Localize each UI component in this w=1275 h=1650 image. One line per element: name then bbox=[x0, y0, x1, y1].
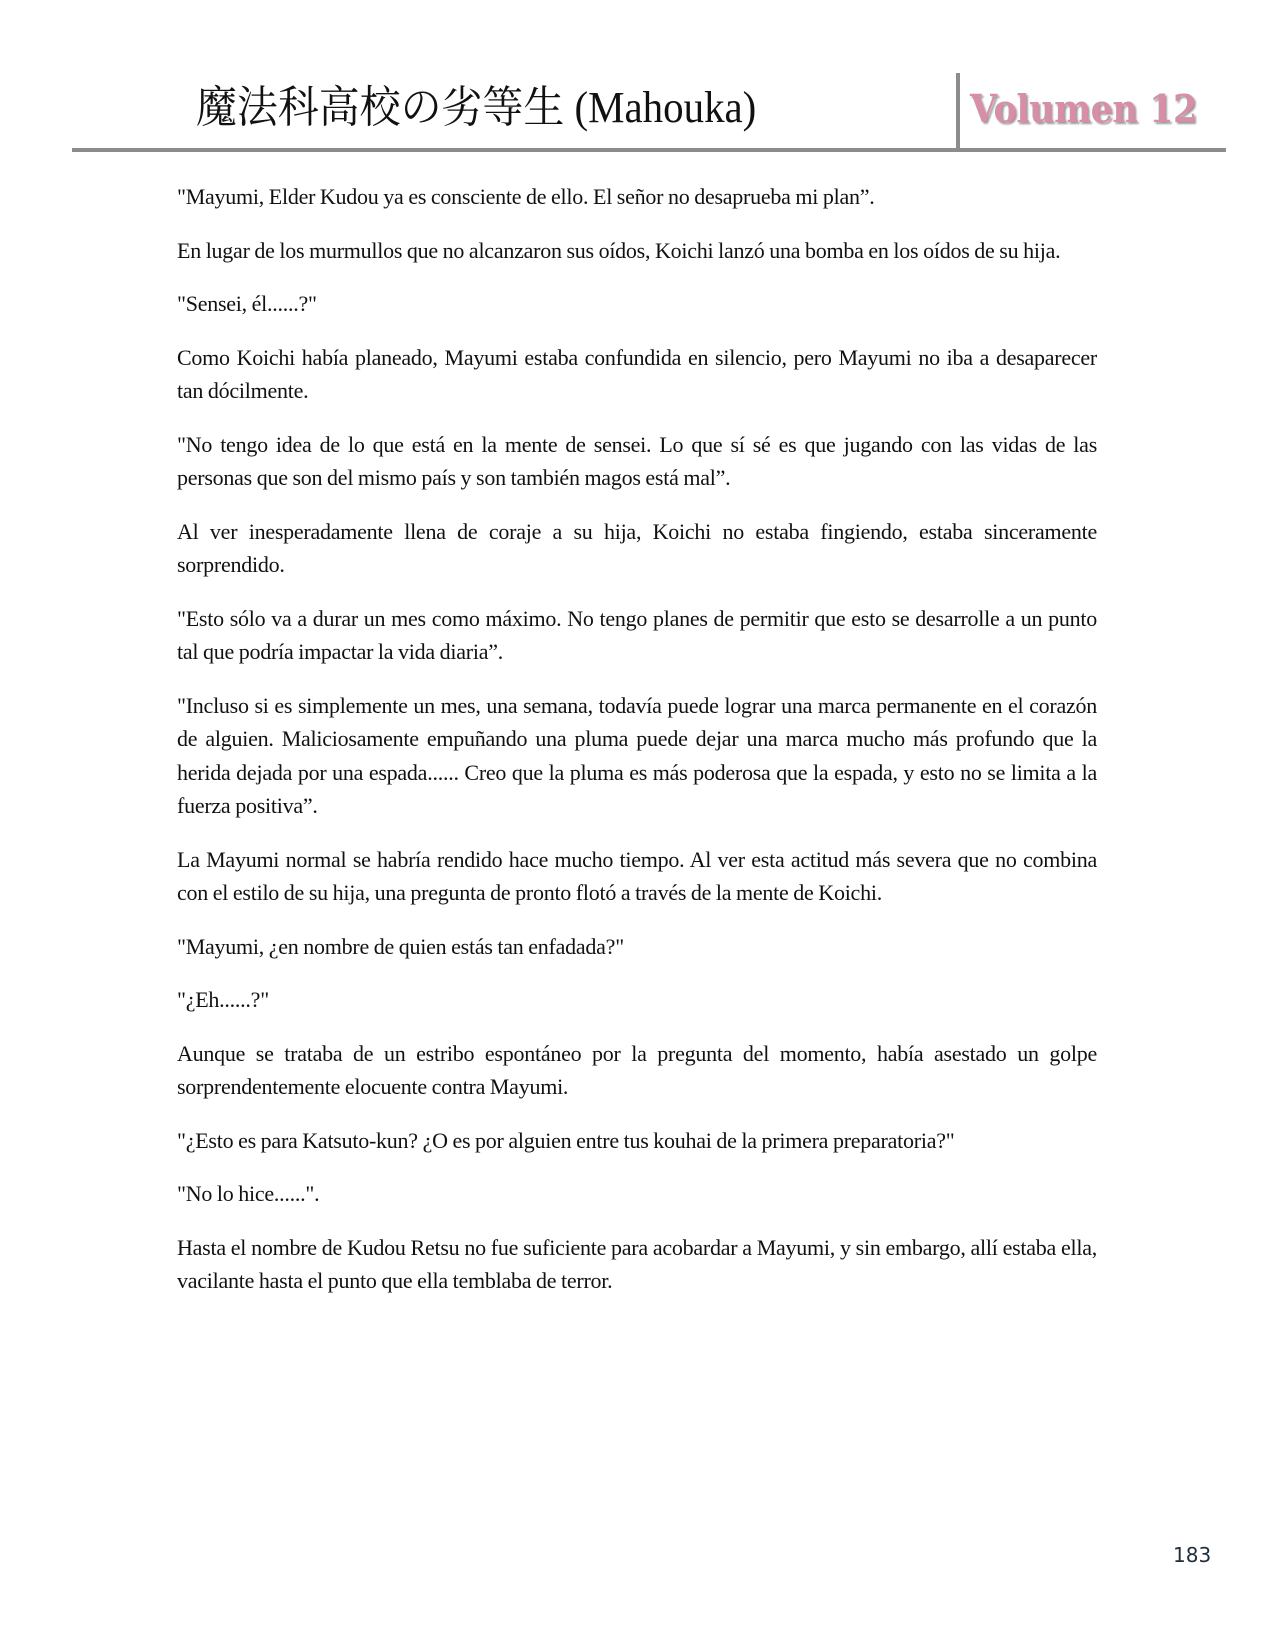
paragraph: "¿Eh......?" bbox=[177, 987, 269, 1012]
paragraph: "Mayumi, ¿en nombre de quien estás tan enfadada?" bbox=[177, 933, 624, 959]
volume-label: Volumen 12 bbox=[970, 86, 1197, 131]
body-text bbox=[177, 180, 1097, 1318]
book-title: 魔法科高校の劣等生 (Mahouka) bbox=[196, 83, 757, 132]
paragraph: En lugar de los murmullos que no alcanzaron sus oídos, Koichi lanzó una bomba en los oídos de su hija. bbox=[177, 237, 1061, 263]
paragraph: La Mayumi normal se habría rendido hace mucho tiempo. Al ver esta actitud más severa que no combina con el estilo de su hija, una pregunta de pronto flotó a través de la mente de Koichi. bbox=[177, 846, 1097, 905]
paragraph: Hasta el nombre de Kudou Retsu no fue suficiente para acobardar a Mayumi, y sin embargo, allí estaba ella, vacilante hasta el punto que ella temblaba de terror. bbox=[177, 1234, 1097, 1293]
paragraph: "¿Esto es para Katsuto-kun? ¿O es por alguien entre tus kouhai de la primera preparatoria?" bbox=[177, 1127, 955, 1153]
header-divider bbox=[956, 73, 960, 151]
paragraph: "Incluso si es simplemente un mes, una semana, todavía puede lograr una marca permanente en el corazón de alguien. Maliciosamente empuñando una pluma puede dejar una marca mucho más profundo que la herida dejada por una espada...... Creo que la pluma es más poderosa que la espada, y esto no se limita a la fuerza positiva”. bbox=[177, 692, 1097, 818]
paragraph: "No lo hice......". bbox=[177, 1181, 320, 1206]
header-rule bbox=[72, 148, 1226, 152]
paragraph: "Sensei, él......?" bbox=[177, 291, 317, 316]
page-number: 183 bbox=[1173, 1543, 1212, 1567]
paragraph: Al ver inesperadamente llena de coraje a su hija, Koichi no estaba fingiendo, estaba sinceramente sorprendido. bbox=[177, 518, 1097, 577]
paragraph: Como Koichi había planeado, Mayumi estaba confundida en silencio, pero Mayumi no iba a desaparecer tan dócilmente. bbox=[177, 344, 1097, 403]
paragraph: "Mayumi, Elder Kudou ya es consciente de ello. El señor no desaprueba mi plan”. bbox=[177, 184, 875, 209]
paragraph: Aunque se trataba de un estribo espontáneo por la pregunta del momento, había asestado un golpe sorprendentemente elocuente contra Mayumi. bbox=[177, 1040, 1097, 1099]
paragraph: "No tengo idea de lo que está en la mente de sensei. Lo que sí sé es que jugando con las vidas de las personas que son del mismo país y son también magos está mal”. bbox=[177, 431, 1097, 490]
paragraph: "Esto sólo va a durar un mes como máximo. No tengo planes de permitir que esto se desarrolle a un punto tal que podría impactar la vida diaria”. bbox=[177, 605, 1097, 664]
